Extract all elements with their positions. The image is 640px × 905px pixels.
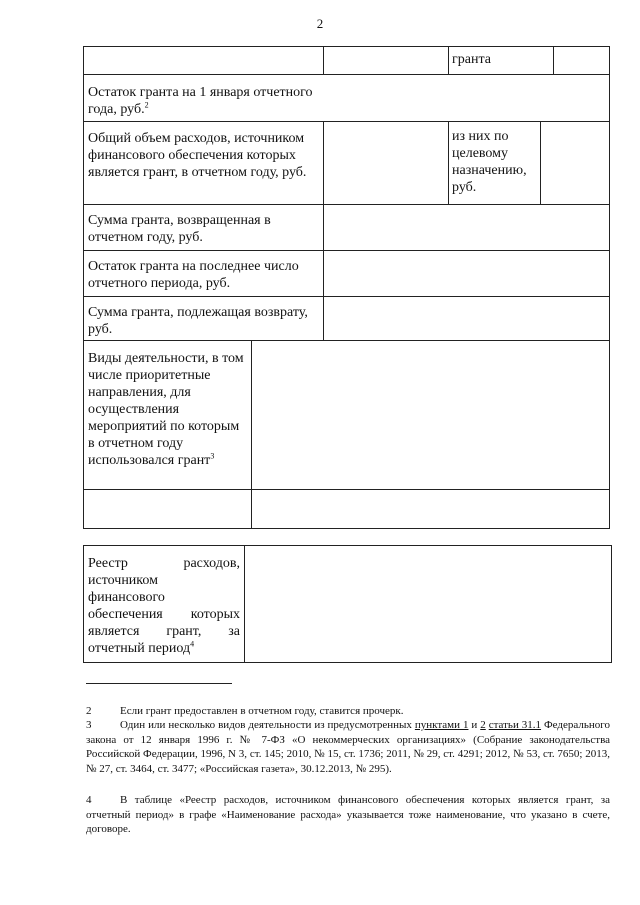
header-right-label: гранта [452, 52, 491, 67]
table-border-bottom [83, 528, 609, 529]
table-border-right [609, 46, 610, 529]
page-number: 2 [316, 16, 324, 31]
table-border-right [611, 545, 612, 663]
row-divider [83, 296, 609, 297]
col-divider [448, 46, 449, 74]
footnote-separator [86, 683, 232, 684]
sub-label-targeted: из них по целевому назначению, руб. [452, 129, 527, 195]
table-border-left [83, 46, 84, 529]
col-divider [323, 121, 324, 340]
footnote-ref: 4 [190, 639, 195, 649]
row-label-opening-balance: Остаток гранта на 1 января отчетного года, руб.$^2$ [88, 85, 313, 117]
row-divider [83, 74, 609, 75]
row-label-activities: Виды деятельности, в том числе приоритетные направления, для осуществления мероприятий по которым в отчетном году использовался грант$^3$ [88, 351, 244, 468]
row-label-total-expenses: Общий объем расходов, источником финансового обеспечения которых является грант, в отчетном году, руб. [88, 131, 307, 180]
row-divider [83, 250, 609, 251]
table-border-left [83, 545, 84, 663]
footnote-4: 4 В таблице «Реестр расходов, источником финансового обеспечения которых является грант, за отчетный период» в графе «Наименование расхода» указывается тоже наименование, что указано в счете, договоре. [86, 794, 610, 835]
row-divider [83, 340, 609, 341]
footnote-3: 3 Один или несколько видов деятельности из предусмотренных пунктами 1 и 2 статьи 31.1 Федерального закона от 12 января 1996 г. № 7-ФЗ «О некоммерческих организациях» (Собрание законодательства Российской Федерации, 1996, N 3, ст. 145; 2010, № 15, ст. 1736; 2011, № 29, ст. 4291; 2012, № 53, ст. 7650; 2013, № 27, ст. 3464, ст. 3477; «Российская газета», 30.12.2013, № 295). [86, 719, 610, 775]
registry-label: Реестр расходов, источником финансового обеспечения которых является грант, за отчетный период$^4$ [88, 556, 240, 656]
table-border-bottom [83, 662, 611, 663]
col-divider [540, 121, 541, 204]
row-label-period-balance: Остаток гранта на последнее число отчетного периода, руб. [88, 259, 299, 291]
table-border-top [83, 545, 611, 546]
row-divider [83, 204, 609, 205]
col-divider [323, 46, 324, 74]
link-point-2[interactable]: 2 [480, 719, 486, 731]
table-border-top [83, 46, 609, 47]
row-label-to-return: Сумма гранта, подлежащая возврату, руб. [88, 305, 308, 337]
link-points[interactable]: пунктами 1 [414, 719, 469, 731]
col-divider [251, 340, 252, 529]
footnote-ref: 3 [210, 451, 215, 461]
row-divider [83, 121, 609, 122]
row-divider [83, 489, 609, 490]
col-divider [448, 121, 449, 204]
footnote-ref: 2 [144, 100, 149, 110]
footnote-2: 2 Если грант предоставлен в отчетном году, ставится прочерк. [86, 705, 404, 717]
col-divider [553, 46, 554, 74]
row-label-returned: Сумма гранта, возвращенная в отчетном году, руб. [88, 213, 271, 245]
col-divider [244, 545, 245, 663]
link-article[interactable]: статьи 31.1 [488, 719, 542, 731]
